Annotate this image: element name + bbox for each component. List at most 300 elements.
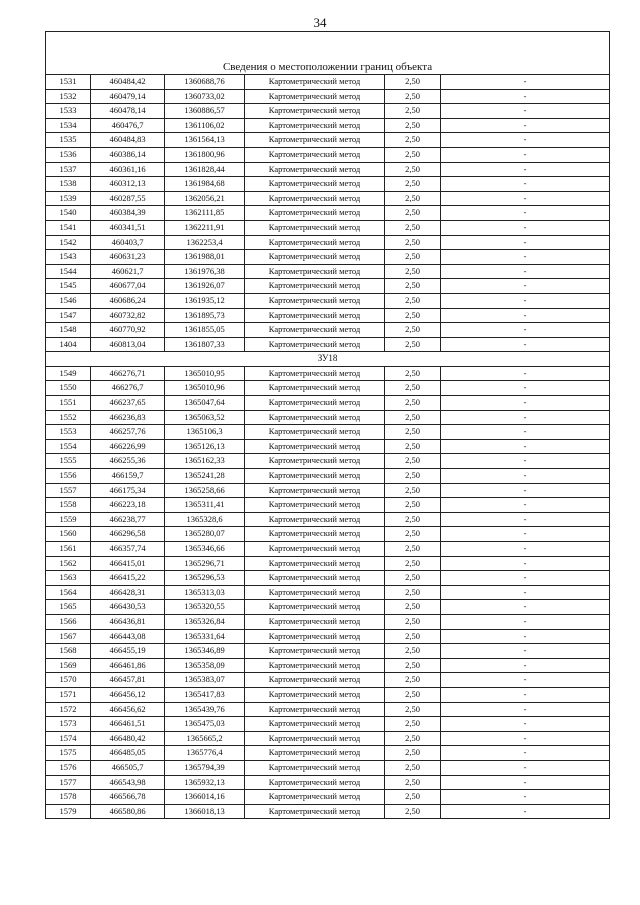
method-cell: Картометрический метод <box>245 760 385 775</box>
table-row <box>46 702 610 717</box>
method-cell: Картометрический метод <box>245 75 385 90</box>
table-row <box>46 673 610 688</box>
table-row <box>46 556 610 571</box>
method-cell: Картометрический метод <box>245 512 385 527</box>
x-coordinate-cell: 460476,7 <box>91 118 165 133</box>
accuracy-cell: 2,50 <box>385 235 441 250</box>
description-cell: - <box>441 133 610 148</box>
table-header-spacer <box>46 32 610 61</box>
x-coordinate-cell: 466436,81 <box>91 614 165 629</box>
table-row <box>46 191 610 206</box>
description-cell: - <box>441 439 610 454</box>
x-coordinate-cell: 466505,7 <box>91 760 165 775</box>
y-coordinate-cell: 1365162,33 <box>165 454 245 469</box>
x-coordinate-cell: 460312,13 <box>91 177 165 192</box>
method-cell: Картометрический метод <box>245 396 385 411</box>
x-coordinate-cell: 460341,51 <box>91 220 165 235</box>
point-number-cell: 1560 <box>46 527 91 542</box>
description-cell: - <box>441 600 610 615</box>
table-row <box>46 717 610 732</box>
x-coordinate-cell: 466543,98 <box>91 775 165 790</box>
method-cell: Картометрический метод <box>245 410 385 425</box>
y-coordinate-cell: 1365126,13 <box>165 439 245 454</box>
y-coordinate-cell: 1365932,13 <box>165 775 245 790</box>
y-coordinate-cell: 1362056,21 <box>165 191 245 206</box>
boundary-table-body <box>46 32 610 819</box>
point-number-cell: 1531 <box>46 75 91 90</box>
description-cell: - <box>441 410 610 425</box>
description-cell: - <box>441 658 610 673</box>
point-number-cell: 1546 <box>46 293 91 308</box>
table-row <box>46 600 610 615</box>
point-number-cell: 1533 <box>46 104 91 119</box>
description-cell: - <box>441 454 610 469</box>
y-coordinate-cell: 1361807,33 <box>165 337 245 352</box>
point-number-cell: 1565 <box>46 600 91 615</box>
y-coordinate-cell: 1361895,73 <box>165 308 245 323</box>
method-cell: Картометрический метод <box>245 308 385 323</box>
x-coordinate-cell: 466223,18 <box>91 498 165 513</box>
table-row <box>46 658 610 673</box>
x-coordinate-cell: 466276,7 <box>91 381 165 396</box>
method-cell: Картометрический метод <box>245 585 385 600</box>
table-row <box>46 804 610 819</box>
point-number-cell: 1532 <box>46 89 91 104</box>
table-row <box>46 323 610 338</box>
table-row <box>46 439 610 454</box>
accuracy-cell: 2,50 <box>385 206 441 221</box>
point-number-cell: 1543 <box>46 250 91 265</box>
description-cell: - <box>441 746 610 761</box>
y-coordinate-cell: 1365417,83 <box>165 687 245 702</box>
x-coordinate-cell: 466580,86 <box>91 804 165 819</box>
x-coordinate-cell: 466238,77 <box>91 512 165 527</box>
point-number-cell: 1534 <box>46 118 91 133</box>
description-cell: - <box>441 366 610 381</box>
x-coordinate-cell: 466415,22 <box>91 571 165 586</box>
table-row <box>46 337 610 352</box>
table-row <box>46 410 610 425</box>
method-cell: Картометрический метод <box>245 629 385 644</box>
x-coordinate-cell: 460732,82 <box>91 308 165 323</box>
y-coordinate-cell: 1365794,39 <box>165 760 245 775</box>
table-row <box>46 790 610 805</box>
description-cell: - <box>441 760 610 775</box>
accuracy-cell: 2,50 <box>385 410 441 425</box>
method-cell: Картометрический метод <box>245 264 385 279</box>
y-coordinate-cell: 1360886,57 <box>165 104 245 119</box>
method-cell: Картометрический метод <box>245 600 385 615</box>
accuracy-cell: 2,50 <box>385 425 441 440</box>
accuracy-cell: 2,50 <box>385 512 441 527</box>
section-row <box>46 352 610 367</box>
y-coordinate-cell: 1361988,01 <box>165 250 245 265</box>
x-coordinate-cell: 466226,99 <box>91 439 165 454</box>
y-coordinate-cell: 1360733,02 <box>165 89 245 104</box>
x-coordinate-cell: 460287,55 <box>91 191 165 206</box>
x-coordinate-cell: 466430,53 <box>91 600 165 615</box>
table-row <box>46 571 610 586</box>
table-row <box>46 308 610 323</box>
method-cell: Картометрический метод <box>245 381 385 396</box>
point-number-cell: 1575 <box>46 746 91 761</box>
x-coordinate-cell: 466566,78 <box>91 790 165 805</box>
description-cell: - <box>441 673 610 688</box>
method-cell: Картометрический метод <box>245 644 385 659</box>
description-cell: - <box>441 702 610 717</box>
accuracy-cell: 2,50 <box>385 556 441 571</box>
y-coordinate-cell: 1365311,41 <box>165 498 245 513</box>
table-row <box>46 614 610 629</box>
x-coordinate-cell: 466461,51 <box>91 717 165 732</box>
table-row <box>46 454 610 469</box>
point-number-cell: 1537 <box>46 162 91 177</box>
y-coordinate-cell: 1361926,07 <box>165 279 245 294</box>
point-number-cell: 1568 <box>46 644 91 659</box>
accuracy-cell: 2,50 <box>385 293 441 308</box>
point-number-cell: 1550 <box>46 381 91 396</box>
method-cell: Картометрический метод <box>245 687 385 702</box>
y-coordinate-cell: 1365346,66 <box>165 542 245 557</box>
point-number-cell: 1579 <box>46 804 91 819</box>
method-cell: Картометрический метод <box>245 614 385 629</box>
table-row <box>46 425 610 440</box>
method-cell: Картометрический метод <box>245 717 385 732</box>
y-coordinate-cell: 1365665,2 <box>165 731 245 746</box>
method-cell: Картометрический метод <box>245 731 385 746</box>
point-number-cell: 1549 <box>46 366 91 381</box>
point-number-cell: 1577 <box>46 775 91 790</box>
accuracy-cell: 2,50 <box>385 600 441 615</box>
x-coordinate-cell: 460631,23 <box>91 250 165 265</box>
description-cell: - <box>441 75 610 90</box>
description-cell: - <box>441 381 610 396</box>
description-cell: - <box>441 556 610 571</box>
point-number-cell: 1562 <box>46 556 91 571</box>
description-cell: - <box>441 512 610 527</box>
x-coordinate-cell: 460479,14 <box>91 89 165 104</box>
accuracy-cell: 2,50 <box>385 118 441 133</box>
description-cell: - <box>441 644 610 659</box>
point-number-cell: 1571 <box>46 687 91 702</box>
point-number-cell: 1554 <box>46 439 91 454</box>
description-cell: - <box>441 220 610 235</box>
point-number-cell: 1557 <box>46 483 91 498</box>
accuracy-cell: 2,50 <box>385 439 441 454</box>
accuracy-cell: 2,50 <box>385 542 441 557</box>
y-coordinate-cell: 1362211,91 <box>165 220 245 235</box>
description-cell: - <box>441 118 610 133</box>
method-cell: Картометрический метод <box>245 279 385 294</box>
method-cell: Картометрический метод <box>245 469 385 484</box>
accuracy-cell: 2,50 <box>385 760 441 775</box>
table-row <box>46 775 610 790</box>
x-coordinate-cell: 460813,04 <box>91 337 165 352</box>
x-coordinate-cell: 460386,14 <box>91 147 165 162</box>
accuracy-cell: 2,50 <box>385 469 441 484</box>
table-row <box>46 483 610 498</box>
method-cell: Картометрический метод <box>245 250 385 265</box>
point-number-cell: 1559 <box>46 512 91 527</box>
accuracy-cell: 2,50 <box>385 644 441 659</box>
table-row <box>46 760 610 775</box>
method-cell: Картометрический метод <box>245 89 385 104</box>
description-cell: - <box>441 264 610 279</box>
y-coordinate-cell: 1365241,28 <box>165 469 245 484</box>
y-coordinate-cell: 1365010,95 <box>165 366 245 381</box>
accuracy-cell: 2,50 <box>385 454 441 469</box>
y-coordinate-cell: 1365383,07 <box>165 673 245 688</box>
description-cell: - <box>441 483 610 498</box>
accuracy-cell: 2,50 <box>385 746 441 761</box>
x-coordinate-cell: 466485,05 <box>91 746 165 761</box>
method-cell: Картометрический метод <box>245 439 385 454</box>
x-coordinate-cell: 460361,16 <box>91 162 165 177</box>
y-coordinate-cell: 1365313,03 <box>165 585 245 600</box>
table-row <box>46 220 610 235</box>
y-coordinate-cell: 1361976,38 <box>165 264 245 279</box>
table-row <box>46 746 610 761</box>
method-cell: Картометрический метод <box>245 556 385 571</box>
description-cell: - <box>441 629 610 644</box>
description-cell: - <box>441 162 610 177</box>
table-row <box>46 206 610 221</box>
accuracy-cell: 2,50 <box>385 264 441 279</box>
method-cell: Картометрический метод <box>245 220 385 235</box>
y-coordinate-cell: 1365346,89 <box>165 644 245 659</box>
method-cell: Картометрический метод <box>245 483 385 498</box>
accuracy-cell: 2,50 <box>385 804 441 819</box>
method-cell: Картометрический метод <box>245 104 385 119</box>
x-coordinate-cell: 466456,12 <box>91 687 165 702</box>
accuracy-cell: 2,50 <box>385 89 441 104</box>
accuracy-cell: 2,50 <box>385 133 441 148</box>
point-number-cell: 1564 <box>46 585 91 600</box>
description-cell: - <box>441 323 610 338</box>
x-coordinate-cell: 466296,58 <box>91 527 165 542</box>
point-number-cell: 1545 <box>46 279 91 294</box>
accuracy-cell: 2,50 <box>385 571 441 586</box>
table-row <box>46 279 610 294</box>
table-row <box>46 629 610 644</box>
y-coordinate-cell: 1365296,53 <box>165 571 245 586</box>
point-number-cell: 1570 <box>46 673 91 688</box>
x-coordinate-cell: 466457,81 <box>91 673 165 688</box>
point-number-cell: 1561 <box>46 542 91 557</box>
method-cell: Картометрический метод <box>245 454 385 469</box>
accuracy-cell: 2,50 <box>385 483 441 498</box>
method-cell: Картометрический метод <box>245 571 385 586</box>
method-cell: Картометрический метод <box>245 775 385 790</box>
table-row <box>46 293 610 308</box>
method-cell: Картометрический метод <box>245 323 385 338</box>
point-number-cell: 1576 <box>46 760 91 775</box>
point-number-cell: 1540 <box>46 206 91 221</box>
method-cell: Картометрический метод <box>245 673 385 688</box>
x-coordinate-cell: 466236,83 <box>91 410 165 425</box>
point-number-cell: 1563 <box>46 571 91 586</box>
point-number-cell: 1556 <box>46 469 91 484</box>
table-row <box>46 104 610 119</box>
point-number-cell: 1536 <box>46 147 91 162</box>
x-coordinate-cell: 460686,24 <box>91 293 165 308</box>
description-cell: - <box>441 104 610 119</box>
description-cell: - <box>441 469 610 484</box>
table-row <box>46 89 610 104</box>
accuracy-cell: 2,50 <box>385 702 441 717</box>
y-coordinate-cell: 1365475,03 <box>165 717 245 732</box>
y-coordinate-cell: 1362253,4 <box>165 235 245 250</box>
method-cell: Картометрический метод <box>245 177 385 192</box>
y-coordinate-cell: 1366014,16 <box>165 790 245 805</box>
x-coordinate-cell: 460484,83 <box>91 133 165 148</box>
accuracy-cell: 2,50 <box>385 191 441 206</box>
x-coordinate-cell: 460621,7 <box>91 264 165 279</box>
y-coordinate-cell: 1365106,3 <box>165 425 245 440</box>
accuracy-cell: 2,50 <box>385 790 441 805</box>
description-cell: - <box>441 527 610 542</box>
description-cell: - <box>441 177 610 192</box>
point-number-cell: 1558 <box>46 498 91 513</box>
method-cell: Картометрический метод <box>245 293 385 308</box>
x-coordinate-cell: 466237,65 <box>91 396 165 411</box>
description-cell: - <box>441 498 610 513</box>
y-coordinate-cell: 1365010,96 <box>165 381 245 396</box>
y-coordinate-cell: 1365280,07 <box>165 527 245 542</box>
accuracy-cell: 2,50 <box>385 498 441 513</box>
table-row <box>46 512 610 527</box>
y-coordinate-cell: 1365776,4 <box>165 746 245 761</box>
accuracy-cell: 2,50 <box>385 147 441 162</box>
page-number: 34 <box>313 15 327 30</box>
accuracy-cell: 2,50 <box>385 629 441 644</box>
accuracy-cell: 2,50 <box>385 381 441 396</box>
point-number-cell: 1551 <box>46 396 91 411</box>
method-cell: Картометрический метод <box>245 118 385 133</box>
description-cell: - <box>441 293 610 308</box>
accuracy-cell: 2,50 <box>385 250 441 265</box>
table-row <box>46 687 610 702</box>
y-coordinate-cell: 1362111,85 <box>165 206 245 221</box>
accuracy-cell: 2,50 <box>385 731 441 746</box>
y-coordinate-cell: 1366018,13 <box>165 804 245 819</box>
description-cell: - <box>441 687 610 702</box>
method-cell: Картометрический метод <box>245 133 385 148</box>
y-coordinate-cell: 1361935,12 <box>165 293 245 308</box>
table-row <box>46 133 610 148</box>
x-coordinate-cell: 466456,62 <box>91 702 165 717</box>
method-cell: Картометрический метод <box>245 206 385 221</box>
point-number-cell: 1566 <box>46 614 91 629</box>
x-coordinate-cell: 460677,04 <box>91 279 165 294</box>
x-coordinate-cell: 466480,42 <box>91 731 165 746</box>
accuracy-cell: 2,50 <box>385 279 441 294</box>
description-cell: - <box>441 790 610 805</box>
description-cell: - <box>441 191 610 206</box>
y-coordinate-cell: 1361800,96 <box>165 147 245 162</box>
method-cell: Картометрический метод <box>245 191 385 206</box>
method-cell: Картометрический метод <box>245 366 385 381</box>
point-number-cell: 1572 <box>46 702 91 717</box>
table-row <box>46 75 610 90</box>
table-row <box>46 162 610 177</box>
x-coordinate-cell: 460403,7 <box>91 235 165 250</box>
point-number-cell: 1547 <box>46 308 91 323</box>
point-number-cell: 1578 <box>46 790 91 805</box>
accuracy-cell: 2,50 <box>385 658 441 673</box>
description-cell: - <box>441 337 610 352</box>
point-number-cell: 1569 <box>46 658 91 673</box>
description-cell: - <box>441 804 610 819</box>
y-coordinate-cell: 1365328,6 <box>165 512 245 527</box>
accuracy-cell: 2,50 <box>385 396 441 411</box>
table-row <box>46 527 610 542</box>
table-row <box>46 366 610 381</box>
point-number-cell: 1538 <box>46 177 91 192</box>
x-coordinate-cell: 466257,76 <box>91 425 165 440</box>
description-cell: - <box>441 425 610 440</box>
accuracy-cell: 2,50 <box>385 673 441 688</box>
method-cell: Картометрический метод <box>245 498 385 513</box>
point-number-cell: 1567 <box>46 629 91 644</box>
table-row <box>46 147 610 162</box>
table-row <box>46 264 610 279</box>
x-coordinate-cell: 466443,08 <box>91 629 165 644</box>
accuracy-cell: 2,50 <box>385 104 441 119</box>
y-coordinate-cell: 1361984,68 <box>165 177 245 192</box>
accuracy-cell: 2,50 <box>385 527 441 542</box>
x-coordinate-cell: 466428,31 <box>91 585 165 600</box>
description-cell: - <box>441 731 610 746</box>
point-number-cell: 1553 <box>46 425 91 440</box>
accuracy-cell: 2,50 <box>385 366 441 381</box>
y-coordinate-cell: 1360688,76 <box>165 75 245 90</box>
accuracy-cell: 2,50 <box>385 220 441 235</box>
method-cell: Картометрический метод <box>245 235 385 250</box>
table-row <box>46 731 610 746</box>
description-cell: - <box>441 308 610 323</box>
x-coordinate-cell: 466159,7 <box>91 469 165 484</box>
description-cell: - <box>441 717 610 732</box>
method-cell: Картометрический метод <box>245 337 385 352</box>
description-cell: - <box>441 614 610 629</box>
description-cell: - <box>441 396 610 411</box>
point-number-cell: 1541 <box>46 220 91 235</box>
y-coordinate-cell: 1361828,44 <box>165 162 245 177</box>
method-cell: Картометрический метод <box>245 162 385 177</box>
y-coordinate-cell: 1365358,09 <box>165 658 245 673</box>
y-coordinate-cell: 1361855,05 <box>165 323 245 338</box>
accuracy-cell: 2,50 <box>385 308 441 323</box>
accuracy-cell: 2,50 <box>385 775 441 790</box>
accuracy-cell: 2,50 <box>385 337 441 352</box>
description-cell: - <box>441 279 610 294</box>
table-row <box>46 177 610 192</box>
x-coordinate-cell: 466455,19 <box>91 644 165 659</box>
table-row <box>46 542 610 557</box>
method-cell: Картометрический метод <box>245 425 385 440</box>
table-row <box>46 235 610 250</box>
accuracy-cell: 2,50 <box>385 177 441 192</box>
method-cell: Картометрический метод <box>245 658 385 673</box>
description-cell: - <box>441 250 610 265</box>
description-cell: - <box>441 542 610 557</box>
x-coordinate-cell: 466461,86 <box>91 658 165 673</box>
table-row <box>46 118 610 133</box>
table-row <box>46 250 610 265</box>
description-cell: - <box>441 585 610 600</box>
point-number-cell: 1548 <box>46 323 91 338</box>
